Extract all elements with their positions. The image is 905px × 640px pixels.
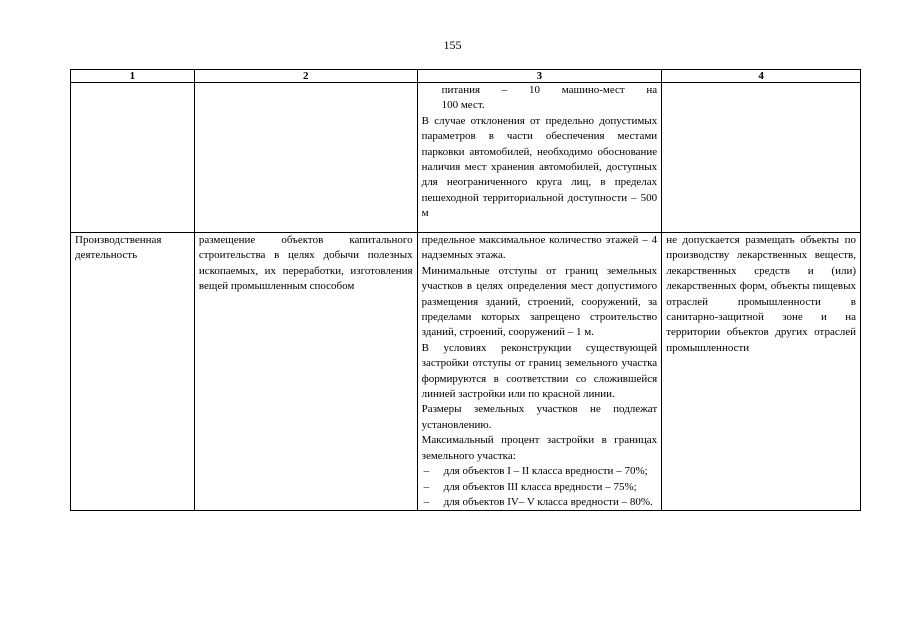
row2-description: размещение объектов капитального строительства в целях добычи полезных ископаемых, их переработки, изготовления вещей промышленным способом — [194, 233, 417, 511]
list-item: – для объектов I – II класса вредности – 70%; — [422, 464, 658, 479]
list-item: – для объектов III класса вредности – 75%; — [422, 480, 658, 495]
header-col-4: 4 — [662, 70, 861, 83]
hazard-class-list — [422, 464, 658, 510]
header-col-2: 2 — [194, 70, 417, 83]
zoning-table — [70, 69, 861, 511]
parameter-paragraph: предельное максимальное количество этажей – 4 надземных этажа. — [421, 234, 658, 262]
row1-col4 — [662, 83, 861, 233]
row1-col1 — [71, 83, 195, 233]
header-col-1: 1 — [71, 70, 195, 83]
row2-parameters — [417, 233, 662, 511]
parameter-paragraph: Минимальные отступы от границ земельных участков в целях определения мест допустимого размещения зданий, строений, сооружений, за пределами которых запрещено строительство зданий, строений, сооружений – 1 м. — [421, 264, 658, 339]
parameter-paragraph: Размеры земельных участков не подлежат установлению. — [421, 403, 658, 431]
header-row — [71, 70, 861, 83]
dash-marker: – — [423, 495, 430, 508]
row2-restrictions: не допускается размещать объекты по производству лекарственных веществ, лекарственных средств и (или) лекарственных форм, объекты пищевых отраслей промышленности в санитарно-защитной зоне и на территории объектов других отраслей промышленности — [662, 233, 861, 511]
list-item: – для объектов IV– V класса вредности – 80%. — [422, 495, 658, 510]
row1-col3-paragraph: В случае отклонения от предельно допустимых параметров в части обеспечения местами парковки автомобилей, необходимо обоснование наличия мест хранения автомобилей, доступных для неограниченного круга лиц, в пределах пешеходной территориальной доступности – 500 м — [421, 114, 658, 220]
table-row — [71, 83, 861, 233]
row1-col3-line1: питания – 10 машино-мест на — [441, 84, 658, 96]
dash-marker: – — [423, 480, 430, 493]
row1-col3 — [417, 83, 662, 233]
header-col-3: 3 — [417, 70, 662, 83]
parameter-paragraph: Максимальный процент застройки в границах земельного участка: — [421, 434, 658, 462]
row1-col3-line2: 100 мест. — [441, 99, 485, 112]
page-number: 155 — [443, 38, 462, 52]
row1-col2 — [194, 83, 417, 233]
parameter-paragraph: В условиях реконструкции существующей застройки отступы от границ земельного участка формируются в соответствии со сложившейся линией застройки или по красной линии. — [421, 341, 658, 401]
dash-marker: – — [423, 465, 430, 478]
table-row — [71, 233, 861, 511]
row2-activity-name: Производственная деятельность — [71, 233, 195, 511]
